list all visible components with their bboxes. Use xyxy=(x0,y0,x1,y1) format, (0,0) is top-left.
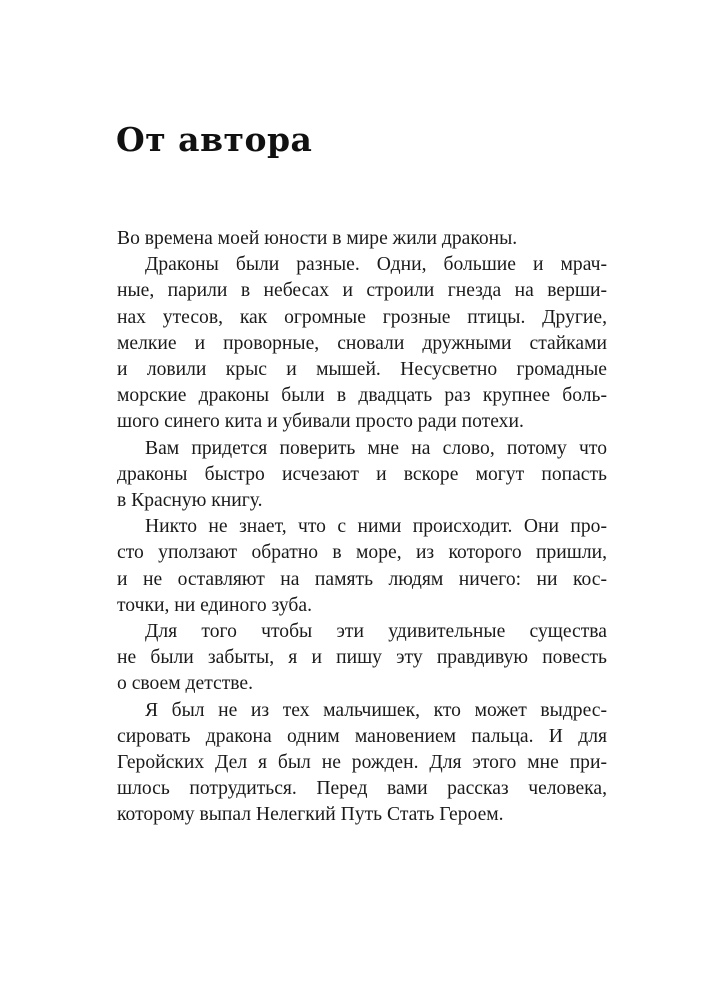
text-line: мелкие и проворные, сновали дружными стайками xyxy=(117,332,607,354)
text-line: нах утесов, как огромные грозные птицы. Другие, xyxy=(117,306,607,328)
text-line: сто уползают обратно в море, из которого пришли, xyxy=(117,542,607,564)
body-text xyxy=(117,226,607,829)
text-line: Драконы были разные. Одни, большие и мрач- xyxy=(145,254,607,276)
text-line: Во времена моей юности в мире жили драконы. xyxy=(117,228,518,249)
paragraph xyxy=(117,436,607,515)
text-line: драконы быстро исчезают и вскоре могут попасть xyxy=(117,463,607,485)
text-line: Вам придется поверить мне на слово, потому что xyxy=(145,437,607,459)
text-line: сировать дракона одним мановением пальца. И для xyxy=(117,725,607,747)
text-line: не были забыты, я и пишу эту правдивую повесть xyxy=(117,647,607,669)
text-line: Для того чтобы эти удивительные существа xyxy=(145,621,607,643)
paragraph xyxy=(117,698,607,829)
text-line: которому выпал Нелегкий Путь Стать Героем. xyxy=(117,804,504,826)
text-line: шлось потрудиться. Перед вами рассказ человека, xyxy=(117,778,607,800)
text-line: точки, ни единого зуба. xyxy=(117,594,312,616)
text-line: в Красную книгу. xyxy=(117,490,263,512)
text-line: ные, парили в небесах и строили гнезда на верши- xyxy=(117,280,607,302)
text-line: Никто не знает, что с ними происходит. Они про- xyxy=(145,516,607,538)
paragraph xyxy=(117,619,607,698)
paragraph xyxy=(117,226,607,252)
text-line: о своем детстве. xyxy=(117,673,253,695)
text-line: Я был не из тех мальчишек, кто может выдрес- xyxy=(145,699,607,721)
chapter-heading: От автора xyxy=(116,120,313,159)
paragraph xyxy=(117,514,607,619)
text-line: морские драконы были в двадцать раз крупнее боль- xyxy=(117,385,607,407)
text-line: Геройских Дел я был не рожден. Для этого мне при- xyxy=(117,752,607,774)
text-line: шого синего кита и убивали просто ради потехи. xyxy=(117,411,524,433)
text-line: и не оставляют на память людям ничего: ни кос- xyxy=(117,568,607,590)
paragraph xyxy=(117,252,607,435)
text-line: и ловили крыс и мышей. Несусветно громадные xyxy=(117,359,607,381)
